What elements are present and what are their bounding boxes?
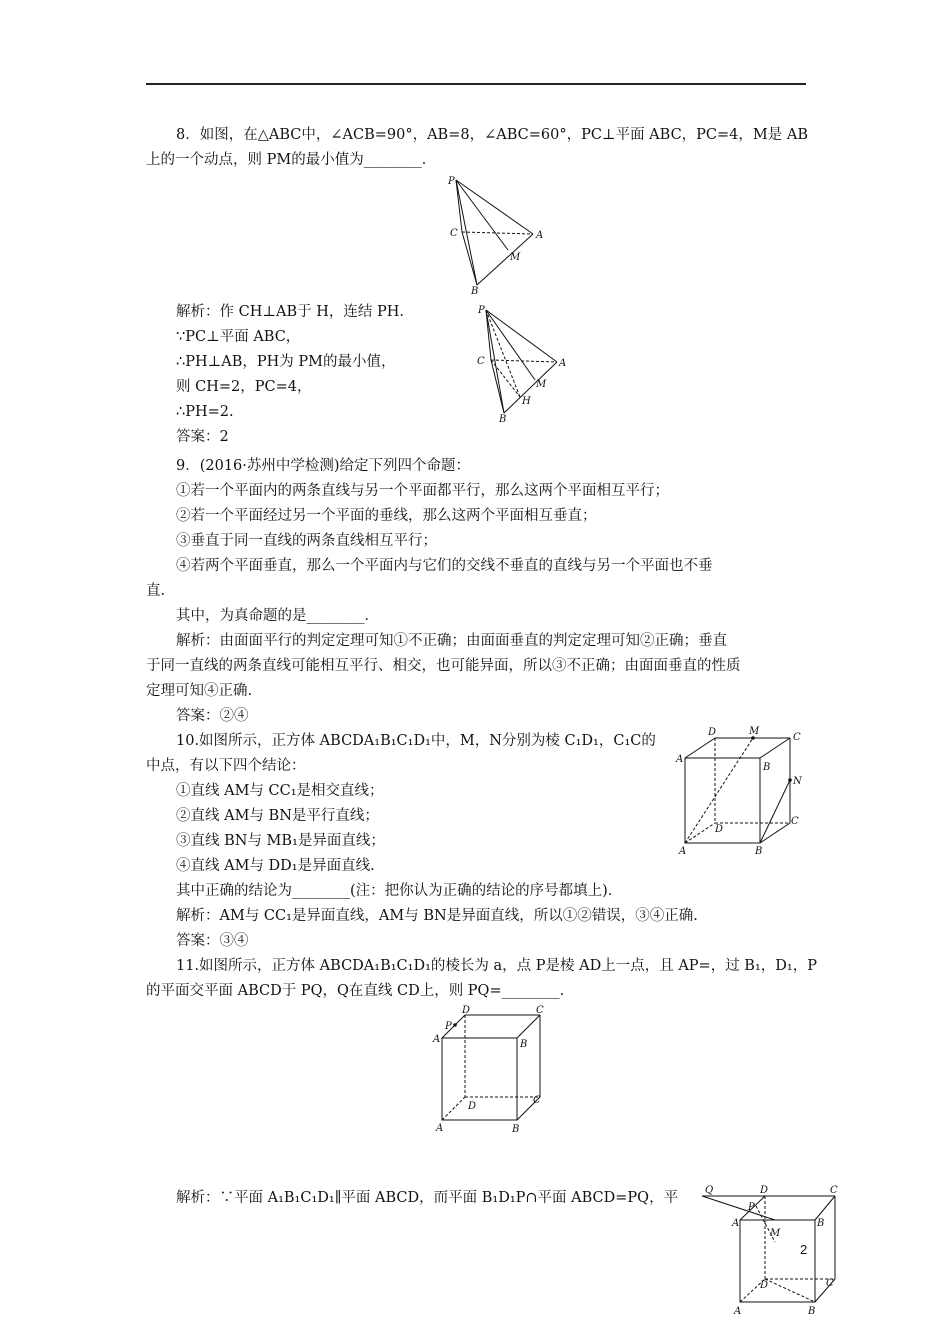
- label-D: D: [715, 824, 724, 835]
- label-P: P: [748, 1202, 755, 1213]
- label-B1: B: [512, 1124, 520, 1135]
- figure-p8-tetrahedron: [440, 170, 550, 299]
- figure-p8-solution: [470, 300, 580, 429]
- p11-head2: 的平面交平面 ABCD于 PQ，Q在直线 CD上，则 PQ=________.: [146, 983, 565, 999]
- p9-item1: ①若一个平面内的两条直线与另一个平面都平行，那么这两个平面相互平行；: [176, 483, 669, 499]
- p9-sol2: 于同一直线的两条直线可能相互平行、相交，也可能异面，所以③不正确；由面面垂直的性质: [146, 658, 741, 674]
- label-C1: C: [533, 1095, 541, 1106]
- p8-sol4: 则 CH=2，PC=4，: [176, 379, 312, 395]
- label-Q: Q: [705, 1185, 714, 1196]
- label-B: B: [471, 286, 479, 297]
- p10-question: 其中正确的结论为________(注：把你认为正确的结论的序号都填上)．: [176, 883, 623, 899]
- p10-head2: 中点，有以下四个结论：: [146, 758, 306, 774]
- label-H: H: [522, 396, 531, 407]
- label-A: A: [559, 358, 567, 369]
- label-A1: A: [734, 1306, 742, 1317]
- p10-answer: 答案：③④: [176, 933, 249, 949]
- label-P: P: [448, 176, 455, 187]
- label-D: D: [760, 1185, 769, 1196]
- p10-item3: ③直线 BN与 MB₁是异面直线；: [176, 833, 385, 849]
- label-A1: A: [436, 1123, 444, 1134]
- figure-p11-solution: [690, 1182, 850, 1326]
- label-A: A: [536, 230, 544, 241]
- label-C1: C: [826, 1278, 834, 1289]
- p10-item1: ①直线 AM与 CC₁是相交直线；: [176, 783, 384, 799]
- label-N: N: [793, 776, 802, 787]
- label-M: M: [770, 1228, 781, 1239]
- p9-item4a: ④若两个平面垂直，那么一个平面内与它们的交线不垂直的直线与另一个平面也不垂: [176, 558, 713, 574]
- p8-line1: 8．如图，在△ABC中，∠ACB=90°，AB=8，∠ABC=60°，PC⊥平面 ABC，PC=4，M是 AB: [176, 127, 808, 143]
- label-D: D: [462, 1005, 471, 1016]
- label-P: P: [445, 1021, 452, 1032]
- p9-item3: ③垂直于同一直线的两条直线相互平行；: [176, 533, 437, 549]
- p11-sol1: 解析：∵平面 A₁B₁C₁D₁∥平面 ABCD，而平面 B₁D₁P∩平面 ABCD=PQ，平: [176, 1190, 679, 1206]
- p8-answer: 答案：2: [176, 429, 229, 445]
- p11-head1: 11.如图所示，正方体 ABCDA₁B₁C₁D₁的棱长为 a，点 P是棱 AD上一点，且 AP=，过 B₁，D₁，P: [176, 958, 817, 974]
- label-C: C: [830, 1185, 838, 1196]
- p9-item4b: 直.: [146, 583, 166, 599]
- p10-item2: ②直线 AM与 BN是平行直线；: [176, 808, 379, 824]
- p9-head: 9．(2016·苏州中学检测)给定下列四个命题：: [176, 458, 471, 474]
- p9-sol1: 解析：由面面平行的判定定理可知①不正确；由面面垂直的判定定理可知②正确；垂直: [176, 633, 727, 649]
- label-B: B: [499, 414, 507, 425]
- label-M: M: [510, 252, 521, 263]
- label-B: B: [520, 1039, 528, 1050]
- p8-sol5: ∴PH=2.: [176, 404, 234, 420]
- p10-item4: ④直线 AM与 DD₁是异面直线.: [176, 858, 375, 874]
- p8-line2: 上的一个动点，则 PM的最小值为________．: [146, 152, 437, 168]
- label-B: B: [755, 846, 763, 857]
- p9-item2: ②若一个平面经过另一个平面的垂线，那么这两个平面相互垂直；: [176, 508, 597, 524]
- label-B: B: [817, 1218, 825, 1229]
- p10-sol1: 解析：AM与 CC₁是异面直线，AM与 BN是异面直线，所以①②错误，③④正确.: [176, 908, 698, 924]
- label-M: M: [749, 726, 760, 737]
- p9-question: 其中，为真命题的是________．: [176, 608, 379, 624]
- label-A1: A: [676, 754, 684, 765]
- p9-sol3: 定理可知④正确.: [146, 683, 253, 699]
- label-C: C: [791, 816, 799, 827]
- figure-p10-cube: [675, 728, 810, 862]
- label-B1: B: [808, 1306, 816, 1317]
- p8-sol2: ∵PC⊥平面 ABC，: [176, 329, 301, 345]
- label-P: P: [478, 305, 485, 316]
- label-D1: D: [760, 1280, 769, 1291]
- page-mark: 2: [800, 1242, 808, 1257]
- p8-sol3: ∴PH⊥AB，PH为 PM的最小值，: [176, 354, 396, 370]
- label-C: C: [536, 1005, 544, 1016]
- label-M: M: [536, 379, 547, 390]
- header-rule: [146, 83, 806, 85]
- label-D1: D: [708, 727, 717, 738]
- label-B1: B: [763, 762, 771, 773]
- label-C1: C: [793, 732, 801, 743]
- label-C: C: [477, 356, 485, 367]
- p10-head1: 10.如图所示，正方体 ABCDA₁B₁C₁D₁中，M，N分别为棱 C₁D₁，C₁C的: [176, 733, 656, 749]
- p8-sol1: 解析：作 CH⊥AB于 H，连结 PH.: [176, 304, 404, 320]
- p9-answer: 答案：②④: [176, 708, 249, 724]
- label-A: A: [732, 1218, 740, 1229]
- label-C: C: [450, 228, 458, 239]
- label-A: A: [679, 846, 687, 857]
- figure-p11-cube: [430, 1005, 565, 1139]
- label-D1: D: [468, 1101, 477, 1112]
- label-A: A: [433, 1034, 441, 1045]
